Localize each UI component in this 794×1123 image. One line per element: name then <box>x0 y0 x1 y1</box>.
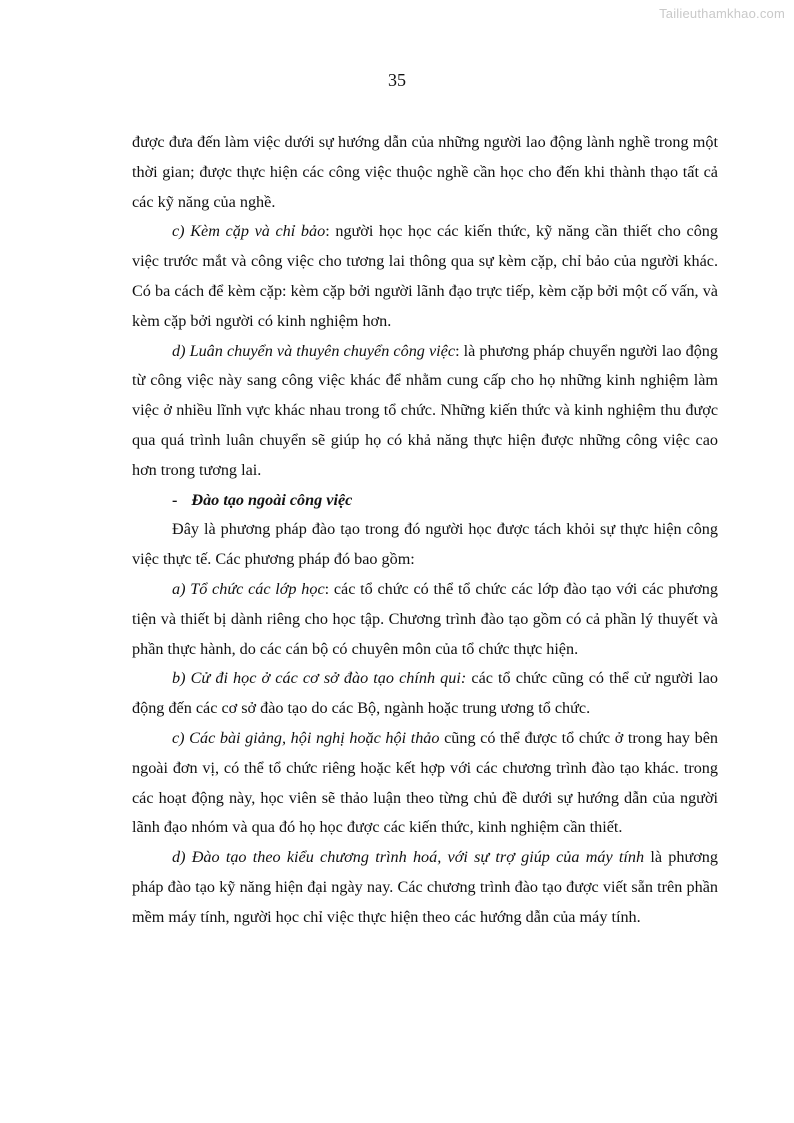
method-term: b) Cử đi học ở các cơ sở đào tạo chính qui: <box>172 669 467 688</box>
method-description: : các tổ chức có thể tổ chức các lớp đào tạo với các phương tiện và thiết bị dành riêng cho học tập. Chương trình đào tạo gồm có cả phần lý thuyết và phần thực hành, do các cán bộ có chuyên môn của tổ chức thực hiện. <box>132 579 718 658</box>
paragraph-intro: Đây là phương pháp đào tạo trong đó người học được tách khỏi sự thực hiện công việc thực tế. Các phương pháp đó bao gồm: <box>132 520 718 569</box>
watermark: Tailieuthamkhao.com <box>659 6 785 21</box>
method-term: d) Luân chuyển và thuyên chuyển công việc <box>172 341 456 360</box>
paragraph-may-tinh <box>132 843 718 932</box>
method-description: là phương pháp đào tạo kỹ năng hiện đại ngày nay. Các chương trình đào tạo được viết sẵn trên phần mềm máy tính, người học chỉ việc thực hiện theo các hướng dẫn của máy tính. <box>132 848 718 926</box>
paragraph-chinh-qui <box>132 664 718 724</box>
paragraph-kem-cap <box>132 217 718 336</box>
heading-bullet: - <box>172 490 178 509</box>
paragraph-continuation: được đưa đến làm việc dưới sự hướng dẫn của những người lao động lành nghề trong một thời gian; được thực hiện các công việc thuộc nghề cần học cho đến khi thành thạo tất cả các kỹ năng của nghề. <box>132 133 718 211</box>
method-description: cũng có thể được tổ chức ở trong hay bên ngoài đơn vị, có thể tổ chức riêng hoặc kết hợp với các chương trình đào tạo khác. trong các hoạt động này, học viên sẽ thảo luận theo từng chủ đề dưới sự hướng dẫn của người lãnh đạo nhóm và qua đó họ học được các kiến thức, kinh nghiệm cần thiết. <box>132 728 718 837</box>
method-term: c) Kèm cặp và chỉ bảo <box>172 222 326 241</box>
page-body <box>132 128 718 933</box>
method-term: c) Các bài giảng, hội nghị hoặc hội thảo <box>172 728 440 747</box>
paragraph-luan-chuyen <box>132 337 718 486</box>
method-description: : là phương pháp chuyển người lao động từ công việc này sang công việc khác để nhằm cung cấp cho họ những kinh nghiệm làm việc ở nhiều lĩnh vực khác nhau trong tổ chức. Những kiến thức và kinh nghiệm thu được qua quá trình luân chuyển sẽ giúp họ có khả năng thực hiện được những công việc cao hơn trong tương lai. <box>132 341 718 479</box>
page-number: 35 <box>388 70 406 90</box>
method-description: : người học học các kiến thức, kỹ năng cần thiết cho công việc trước mắt và công việc cho tương lai thông qua sự kèm cặp, chỉ bảo của người khác. Có ba cách để kèm cặp: kèm cặp bởi người lãnh đạo trực tiếp, kèm cặp bởi một cố vấn, và kèm cặp bởi người có kinh nghiệm hơn. <box>132 222 718 330</box>
method-description: các tổ chức cũng có thể cử người lao động đến các cơ sở đào tạo do các Bộ, ngành hoặc trung ương tổ chức. <box>132 669 718 718</box>
section-heading <box>132 486 718 516</box>
paragraph-hoi-thao <box>132 724 718 843</box>
method-term: a) Tổ chức các lớp học <box>172 579 325 598</box>
paragraph-lop-hoc <box>132 575 718 664</box>
section-heading-text: Đào tạo ngoài công việc <box>191 490 353 509</box>
method-term: d) Đào tạo theo kiểu chương trình hoá, với sự trợ giúp của máy tính <box>172 848 645 867</box>
